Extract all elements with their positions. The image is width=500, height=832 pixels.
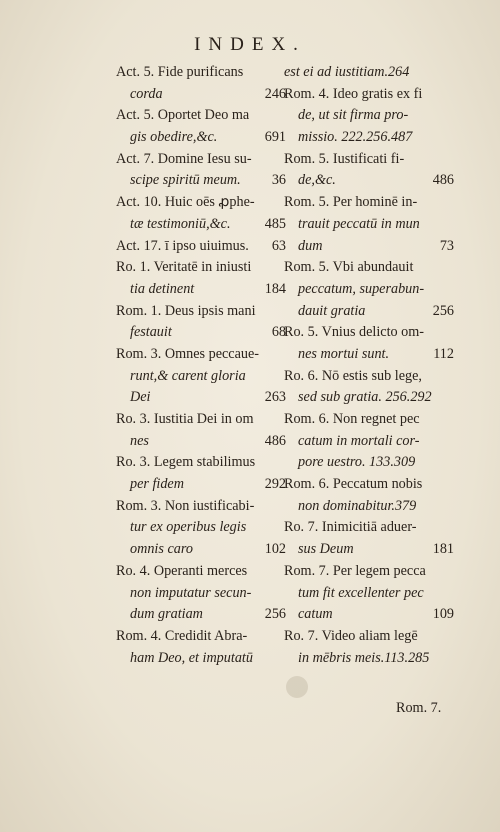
index-line-text: Act. 7. Domine Iesu su- xyxy=(116,150,252,167)
index-line-text: festauit xyxy=(130,324,172,341)
index-line-text: non imputatur secun- xyxy=(130,584,252,601)
index-line xyxy=(284,149,454,171)
index-line xyxy=(116,301,286,323)
index-line-text: Rom. 3. Non iustificabi- xyxy=(116,497,255,514)
index-line-text: Act. 5. Fide purificans xyxy=(116,64,244,80)
index-line-text: Ro. 5. Vnius delicto om- xyxy=(284,324,425,341)
index-line-text: tæ testimoniū,&c. xyxy=(130,215,231,232)
index-line-text: Act. 10. Huic oēs ꝓphe- xyxy=(116,194,255,211)
page-reference: 292 xyxy=(264,476,286,493)
index-line xyxy=(284,539,454,561)
page-reference: 112 xyxy=(433,345,454,362)
index-line xyxy=(116,127,286,149)
catchword: Rom. 7. xyxy=(396,700,442,716)
index-line xyxy=(116,409,286,431)
page-reference: 73 xyxy=(439,237,454,254)
index-line xyxy=(284,62,454,84)
page-reference: 486 xyxy=(432,172,454,189)
index-line xyxy=(116,257,286,279)
index-line-text: Rom. 4. Credidit Abra- xyxy=(116,627,248,644)
page-reference: 109 xyxy=(432,606,454,623)
index-line xyxy=(116,474,286,496)
index-line xyxy=(116,561,286,583)
index-line xyxy=(284,604,454,626)
index-line-text: est ei ad iustitiam.264 xyxy=(284,64,410,80)
page-reference: 256 xyxy=(264,606,286,623)
index-line-text: Ro. 3. Iustitia Dei in om xyxy=(116,411,254,427)
index-line xyxy=(116,539,286,561)
index-line-text: Ro. 1. Veritatē in iniusti xyxy=(116,259,252,276)
index-line xyxy=(116,431,286,453)
index-line-text: nes xyxy=(130,432,149,449)
index-line xyxy=(284,192,454,214)
index-line xyxy=(284,496,454,518)
index-line-text: corda xyxy=(130,85,163,102)
index-line-text: omnis caro xyxy=(130,541,193,558)
index-line-text: Ro. 7. Video aliam legē xyxy=(284,627,418,644)
page-reference: 256 xyxy=(432,302,454,319)
index-line-text: in mēbris meis.113.285 xyxy=(298,649,430,666)
index-line xyxy=(284,84,454,106)
index-line-text: Rom. 5. Iustificati fi- xyxy=(284,150,405,167)
index-line-text: Rom. 5. Per hominē in- xyxy=(284,194,418,211)
index-line-text: Rom. 3. Omnes peccaue- xyxy=(116,345,260,362)
index-line-text: Act. 5. Oportet Deo ma xyxy=(116,107,250,124)
page-reference: 246 xyxy=(264,85,286,102)
index-line xyxy=(116,214,286,236)
index-line xyxy=(116,583,286,605)
index-line xyxy=(116,604,286,626)
index-line xyxy=(284,236,454,258)
index-column-right xyxy=(284,62,454,669)
index-line-text: nes mortui sunt. xyxy=(298,345,390,362)
page-reference: 63 xyxy=(271,237,286,254)
index-line-text: de, ut sit firma pro- xyxy=(298,107,409,124)
index-line xyxy=(116,322,286,344)
index-line xyxy=(284,170,454,192)
index-line-text: dauit gratia xyxy=(298,302,366,319)
index-line xyxy=(116,170,286,192)
index-line xyxy=(116,366,286,388)
index-line xyxy=(284,344,454,366)
index-line xyxy=(284,474,454,496)
index-line xyxy=(284,301,454,323)
index-line xyxy=(116,452,286,474)
index-line xyxy=(284,322,454,344)
index-line xyxy=(284,583,454,605)
index-line xyxy=(116,192,286,214)
index-line xyxy=(116,84,286,106)
index-line-text: gis obedire,&c. xyxy=(130,129,218,146)
index-line xyxy=(116,387,286,409)
index-line-text: sed sub gratia. 256.292 xyxy=(298,389,432,406)
index-line-text: catum xyxy=(298,606,333,623)
index-line-text: catum in mortali cor- xyxy=(298,432,420,449)
index-line xyxy=(116,236,286,258)
index-line xyxy=(284,214,454,236)
paper-stain xyxy=(286,676,308,698)
index-line-text: trauit peccatū in mun xyxy=(298,215,420,232)
index-line-text: pore uestro. 133.309 xyxy=(298,454,416,471)
running-head: INDEX. xyxy=(194,34,306,55)
index-line-text: Rom. 1. Deus ipsis mani xyxy=(116,302,256,319)
index-line-text: dum gratiam xyxy=(130,606,203,623)
index-line xyxy=(284,517,454,539)
index-line-text: Rom. 5. Vbi abundauit xyxy=(284,259,414,276)
page-reference: 184 xyxy=(264,280,286,297)
index-line xyxy=(116,626,286,648)
page-reference: 691 xyxy=(264,129,286,146)
index-line xyxy=(284,409,454,431)
index-line xyxy=(284,257,454,279)
index-column-left xyxy=(116,62,286,669)
index-line-text: ham Deo, et imputatū xyxy=(130,649,253,666)
index-line-text: Dei xyxy=(130,389,151,406)
index-line xyxy=(284,431,454,453)
page-reference: 181 xyxy=(432,541,454,558)
index-line-text: dum xyxy=(298,237,323,254)
index-line-text: sus Deum xyxy=(298,541,354,558)
index-line xyxy=(116,149,286,171)
index-line xyxy=(284,452,454,474)
index-line-text: Rom. 6. Non regnet pec xyxy=(284,411,420,427)
index-line-text: Rom. 4. Ideo gratis ex fi xyxy=(284,85,423,102)
index-line xyxy=(116,344,286,366)
index-line-text: Ro. 6. Nō estis sub lege, xyxy=(284,367,422,384)
index-line-text: runt,& carent gloria xyxy=(130,367,246,384)
page-reference: 102 xyxy=(264,541,286,558)
index-line xyxy=(116,105,286,127)
index-line xyxy=(284,279,454,301)
page-reference: 485 xyxy=(264,215,286,232)
index-line-text: Ro. 7. Inimicitiā aduer- xyxy=(284,519,417,536)
index-line-text: Rom. 6. Peccatum nobis xyxy=(284,476,423,493)
index-line xyxy=(284,561,454,583)
index-line xyxy=(284,105,454,127)
index-line-text: Act. 17. ī ipso uiuimus. xyxy=(116,237,249,254)
index-line-text: per fidem xyxy=(130,476,184,493)
index-line-text: tum fit excellenter pec xyxy=(298,584,424,601)
index-line xyxy=(116,517,286,539)
page-reference: 486 xyxy=(264,432,286,449)
index-line xyxy=(284,626,454,648)
index-line-text: scipe spiritū meum. xyxy=(130,172,241,189)
index-line xyxy=(116,62,286,84)
index-line-text: tur ex operibus legis xyxy=(130,519,247,536)
index-line-text: Rom. 7. Per legem pecca xyxy=(284,562,426,579)
index-line xyxy=(284,648,454,670)
page-reference: 68 xyxy=(271,324,286,341)
index-line xyxy=(116,648,286,670)
index-line-text: Ro. 4. Operanti merces xyxy=(116,562,248,579)
index-line-text: tia detinent xyxy=(130,280,195,297)
page-reference: 263 xyxy=(264,389,286,406)
page-reference: 36 xyxy=(271,172,286,189)
index-line xyxy=(116,279,286,301)
index-line-text: peccatum, superabun- xyxy=(298,280,425,297)
index-line xyxy=(284,366,454,388)
index-line-text: de,&c. xyxy=(298,172,336,189)
index-line xyxy=(116,496,286,518)
index-line-text: Ro. 3. Legem stabilimus xyxy=(116,454,256,471)
index-line xyxy=(284,127,454,149)
index-line-text: non dominabitur.379 xyxy=(298,497,417,514)
index-line xyxy=(284,387,454,409)
index-line-text: missio. 222.256.487 xyxy=(298,129,413,146)
